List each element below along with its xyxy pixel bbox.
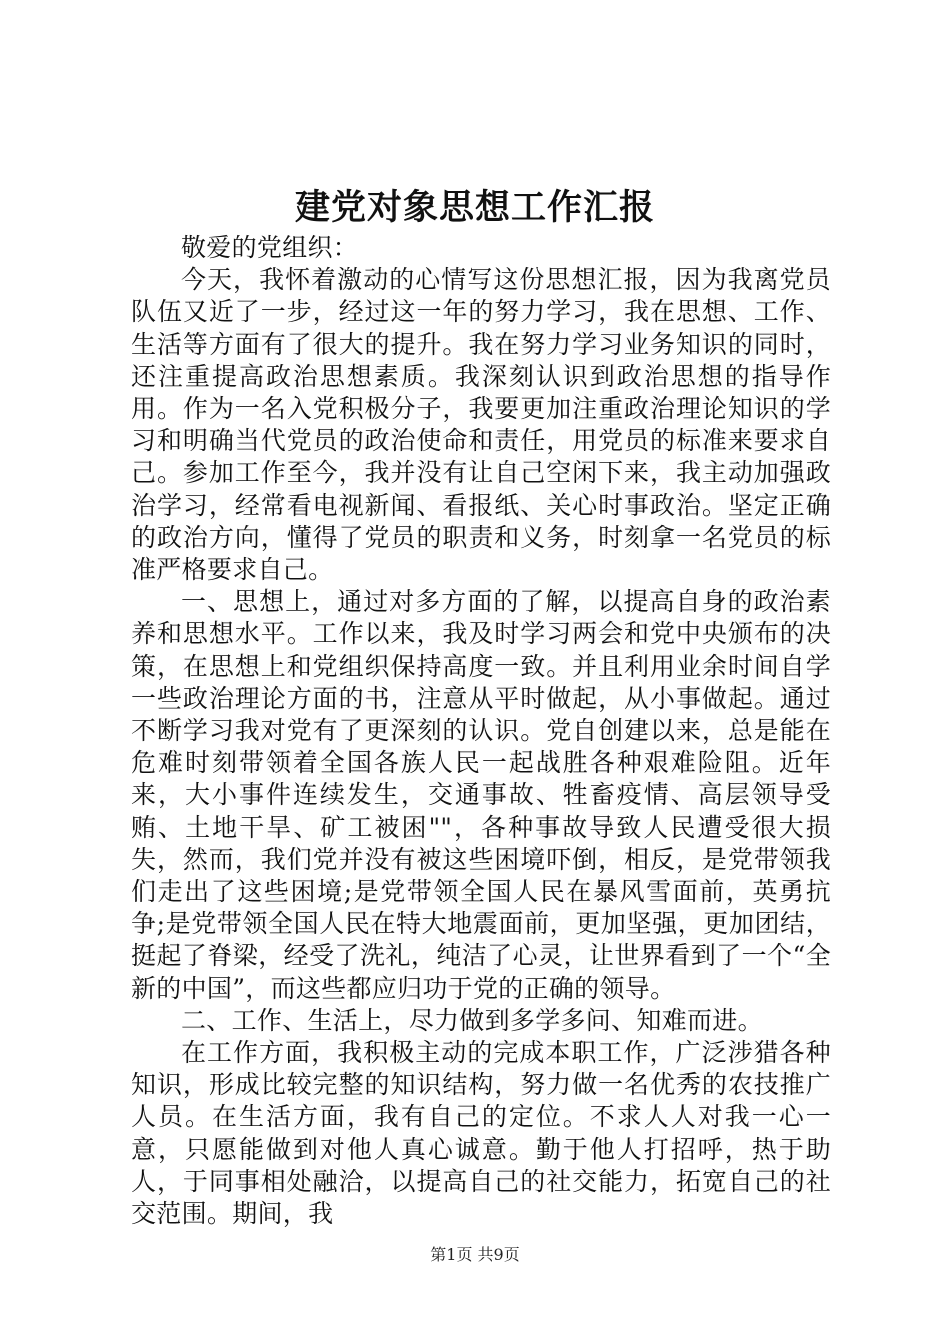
document-body: [131, 232, 831, 1230]
salutation: 敬爱的党组织：: [181, 233, 359, 262]
paragraph-intro: 今天，我怀着激动的心情写这份思想汇报，因为我离党员队伍又近了一步，经过这一年的努力学习，我在思想、工作、生活等方面有了很大的提升。我在努力学习业务知识的同时，还注重提高政治思想素质。我深刻认识到政治思想的指导作用。作为一名入党积极分子，我要更加注重政治理论知识的学习和明确当代党员的政治使命和责任，用党员的标准来要求自己。参加工作至今，我并没有让自己空闲下来，我主动加强政治学习，经常看电视新闻、看报纸、关心时事政治。坚定正确的政治方向，懂得了党员的职责和义务，时刻拿一名党员的标准严格要求自己。: [131, 265, 831, 585]
paragraph-work: 在工作方面，我积极主动的完成本职工作，广泛涉猎各种知识，形成比较完整的知识结构，努力做一名优秀的农技推广人员。在生活方面，我有自己的定位。不求人人对我一心一意，只愿能做到对他人真心诚意。勤于他人打招呼，热于助人，于同事相处融洽，以提高自己的社交能力，拓宽自己的社交范围。期间，我: [131, 1038, 831, 1229]
paragraph-section-heading: 二、工作、生活上，尽力做到多学多问、知难而进。: [181, 1005, 763, 1035]
document-title: 建党对象思想工作汇报: [294, 187, 655, 228]
paragraph-thought: 一、思想上，通过对多方面的了解，以提高自身的政治素养和思想水平。工作以来，我及时学习两会和党中央颁布的决策，在思想上和党组织保持高度一致。并且利用业余时间自学一些政治理论方面的书，注意从平时做起，从小事做起。通过不断学习我对党有了更深刻的认识。党自创建以来，总是能在危难时刻带领着全国各族人民一起战胜各种艰难险阻。近年来，大小事件连续发生，交通事故、牲畜疫情、高层领导受贿、土地干旱、矿工被困""，各种事故导致人民遭受很大损失，然而，我们党并没有被这些困境吓倒，相反，是党带领我们走出了这些困境;是党带领全国人民在暴风雪面前，英勇抗争;是党带领全国人民在特大地震面前，更加坚强，更加团结，挺起了脊梁，经受了洗礼，纯洁了心灵，让世界看到了一个“全新的中国”，而这些都应归功于党的正确的领导。: [131, 587, 831, 1003]
page-footer: 第1页 共9页: [430, 1245, 520, 1264]
